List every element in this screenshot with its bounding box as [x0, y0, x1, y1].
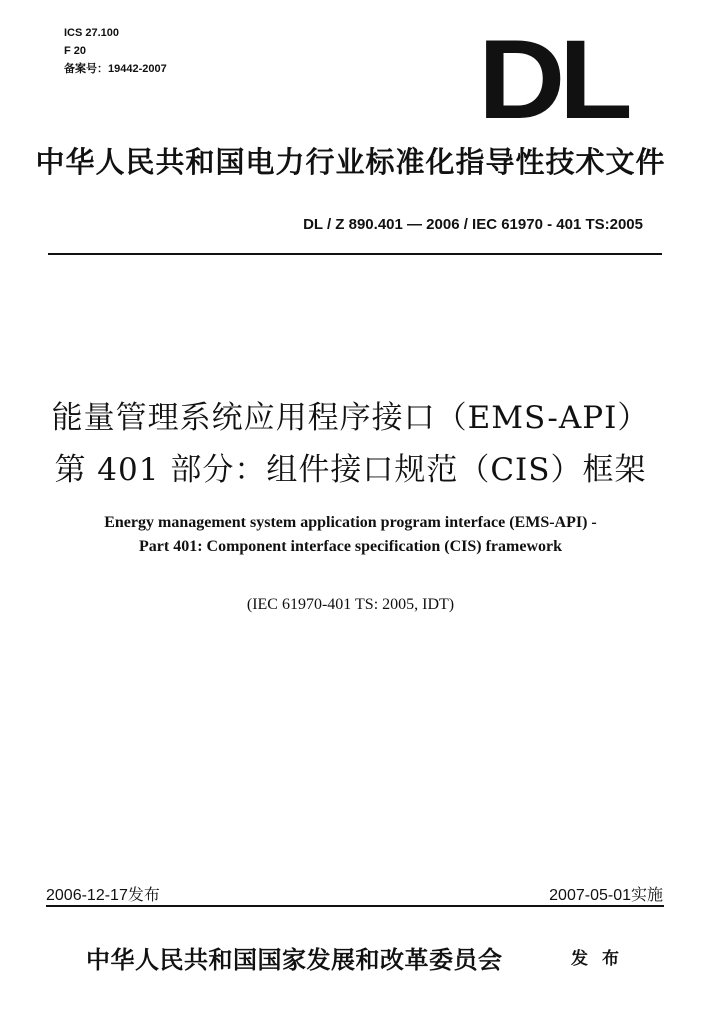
title-cn-line1: 能量管理系统应用程序接口（EMS-API） [51, 400, 650, 436]
dl-logo: DL [478, 17, 627, 142]
document-meta [64, 24, 167, 78]
title-en-line1: Energy management system application program interface (EMS-API) - [104, 514, 597, 531]
ics-code: ICS 27.100 [64, 27, 120, 39]
footer-divider [46, 905, 664, 907]
title-cn-line2: 第 401 部分：组件接口规范（CIS）框架 [54, 452, 647, 488]
implementation-date: 2007-05-01实施 [549, 887, 663, 904]
series-title: 中华人民共和国电力行业标准化指导性技术文件 [35, 145, 666, 179]
publish-label: 发布 [571, 949, 633, 969]
standard-number: DL / Z 890.401 — 2006 / IEC 61970 - 401 TS:2005 [303, 216, 643, 233]
publisher: 中华人民共和国国家发展和改革委员会 [86, 945, 503, 974]
ccs-code: F 20 [64, 45, 87, 57]
title-en-line2: Part 401: Component interface specification (CIS) framework [138, 538, 562, 555]
header-divider [48, 253, 662, 255]
equivalence-note: (IEC 61970-401 TS: 2005, IDT) [246, 596, 455, 613]
issue-date: 2006-12-17发布 [46, 887, 160, 904]
record-number: 备案号：19442-2007 [64, 63, 167, 75]
